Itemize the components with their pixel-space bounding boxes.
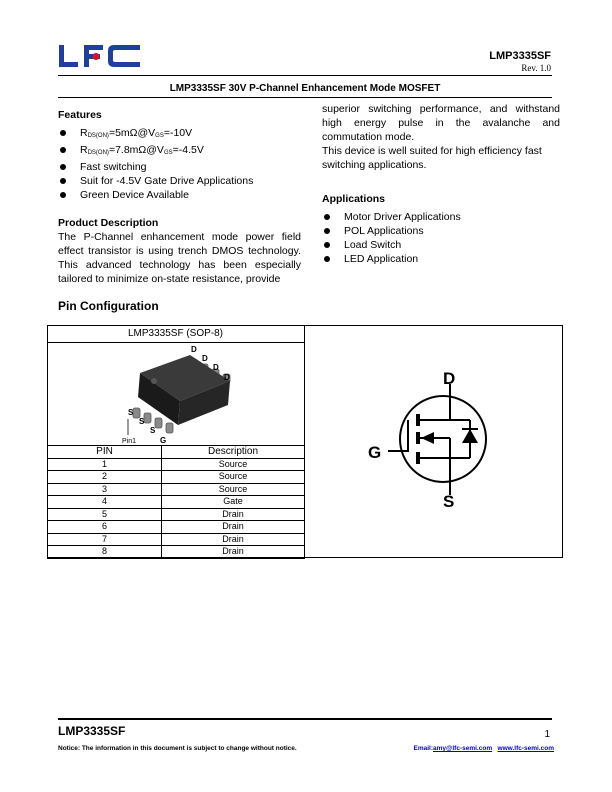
pkg-label-s: S <box>150 426 156 435</box>
header-part-number: LMP3335SF <box>489 50 551 62</box>
pkg-label-pin1: Pin1 <box>122 438 137 445</box>
pin-table <box>47 445 305 559</box>
product-description-text: The P-Channel enhancement mode power field effect transistor is using trench DMOS technology. This advanced technology has been especially tailored to minimize on-state resistance, provide <box>58 231 301 285</box>
pin-table-header: Description <box>162 446 305 459</box>
email-link[interactable]: amy@lfc-semi.com <box>433 745 493 752</box>
pkg-label-g: G <box>160 436 167 445</box>
applications-heading: Applications <box>322 193 386 205</box>
description-continued: superior switching performance, and withstand high energy pulse in the avalanche and commutation mode. <box>322 103 560 143</box>
document-title: LMP3335SF 30V P-Channel Enhancement Mode MOSFET <box>169 83 441 94</box>
pkg-label-d: D <box>213 363 219 372</box>
table-row: 5 Drain <box>48 508 305 521</box>
table-row: 7 Drain <box>48 533 305 546</box>
applications-list <box>322 210 560 266</box>
table-row: 8 Drain <box>48 546 305 559</box>
table-row: 2 Source <box>48 471 305 484</box>
header-revision: Rev. 1.0 <box>521 63 551 73</box>
description-suited: This device is well suited for high efficiency fast switching applications. <box>322 145 542 171</box>
pkg-label-s: S <box>128 408 134 417</box>
symbol-source-label: S <box>443 492 455 511</box>
table-row: 6 Drain <box>48 521 305 534</box>
application-item: Motor Driver Applications <box>322 210 560 224</box>
symbol-gate-label: G <box>368 443 382 462</box>
feature-item: Fast switching <box>58 160 301 174</box>
email-label: Email: <box>413 745 434 752</box>
feature-item: $R_{DS(ON)}=5m\Omega@V_{GS}=-10V$ <box>58 126 301 143</box>
header-rule <box>58 75 552 76</box>
pkg-label-d: D <box>191 345 197 354</box>
features-section <box>58 108 301 286</box>
pkg-label-s: S <box>139 417 145 426</box>
website-link[interactable]: www.lfc-semi.com <box>497 745 554 752</box>
pkg-label-d: D <box>224 373 230 382</box>
features-heading: Features <box>58 109 102 121</box>
footer-rule <box>58 718 552 720</box>
title-rule <box>58 97 552 98</box>
footer-part-number: LMP3335SF <box>58 724 126 738</box>
sop8-package-image <box>118 343 248 445</box>
feature-item: $R_{DS(ON)}=7.8m\Omega@V_{GS}=-4.5V$ <box>58 143 301 160</box>
symbol-drain-label: D <box>443 369 456 388</box>
pin-table-header: PIN <box>48 446 162 459</box>
pkg-label-d: D <box>202 354 208 363</box>
footer-links <box>414 745 555 752</box>
footer-notice: Notice: The information in this document is subject to change without notice. <box>58 745 297 752</box>
page-number: 1 <box>544 729 550 740</box>
lfc-logo <box>58 44 142 68</box>
table-row: 3 Source <box>48 483 305 496</box>
table-row: 4 Gate <box>48 496 305 509</box>
right-column <box>322 102 560 266</box>
pin-configuration-heading: Pin Configuration <box>58 299 159 313</box>
features-list <box>58 126 301 202</box>
feature-item: Suit for -4.5V Gate Drive Applications <box>58 174 301 188</box>
application-item: POL Applications <box>322 224 560 238</box>
table-row: 1 Source <box>48 458 305 471</box>
product-description-heading: Product Description <box>58 217 159 229</box>
mosfet-symbol <box>360 360 510 520</box>
package-name: LMP3335SF (SOP-8) <box>47 325 304 343</box>
application-item: LED Application <box>322 252 560 266</box>
feature-item: Green Device Available <box>58 188 301 202</box>
application-item: Load Switch <box>322 238 560 252</box>
